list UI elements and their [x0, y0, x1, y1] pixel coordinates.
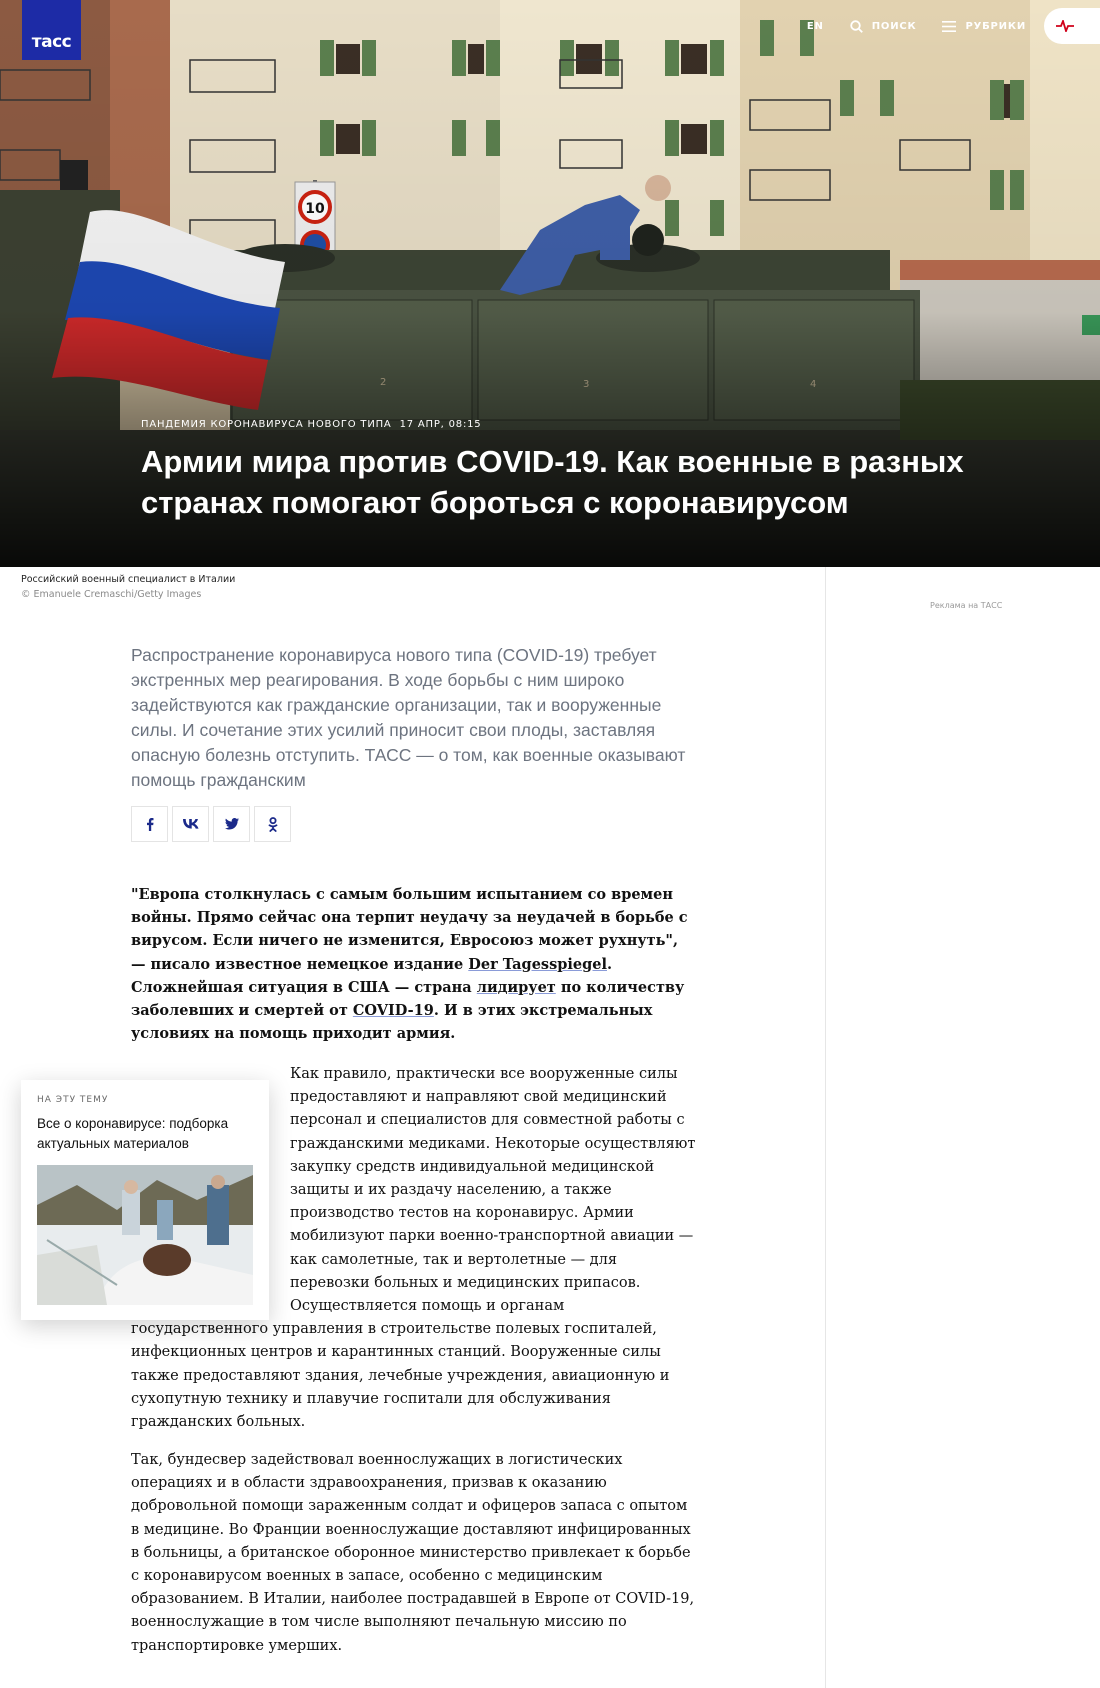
caption-text: Российский военный специалист в Италии: [21, 574, 236, 585]
related-photo: [37, 1165, 253, 1305]
link-usa-leads[interactable]: лидирует: [476, 978, 556, 996]
category-link[interactable]: ПАНДЕМИЯ КОРОНАВИРУСА НОВОГО ТИПА: [141, 419, 392, 430]
language-switch[interactable]: [807, 21, 824, 32]
rubrics-label: РУБРИКИ: [965, 20, 1026, 32]
related-thumbnail[interactable]: [37, 1165, 253, 1305]
link-covid-19[interactable]: COVID-19: [352, 1002, 434, 1020]
pulse-icon: [1056, 20, 1074, 32]
paragraph-1-part-b: . Сложнейшая ситуация в США — страна: [131, 955, 613, 996]
caption-credit: © Emanuele Cremaschi/Getty Images: [21, 589, 202, 600]
tass-logo[interactable]: [22, 0, 81, 60]
search-icon: [850, 20, 863, 33]
hero-image: [0, 0, 1100, 567]
share-twitter-button[interactable]: [213, 806, 250, 842]
article-paragraph-3: Так, бундесвер задействовал военнослужащих в логистических операциях и в области здравоохранения, призвав к оказанию добровольной помощи зараженным солдат и офицеров запаса с опытом в медицине. Во Франции военнослужащие доставляют инфицированных в больницы, а британское оборонное министерство привлекает к борьбе с коронавирусом военных в запасе, особенно с медицинским образованием. В Италии, наиболее пострадавшей в Европе от COVID-19, военнослужащие в том числе выполняют печальную миссию по транспортировке умерших.: [131, 1452, 695, 1654]
odnoklassniki-icon: [268, 817, 278, 832]
share-buttons: [131, 806, 295, 842]
related-title[interactable]: Все о коронавирусе: подборка актуальных материалов: [37, 1116, 229, 1151]
menu-icon: [942, 21, 956, 32]
vk-icon: [183, 819, 199, 829]
photo-caption: [21, 574, 235, 600]
paragraph-1-part-a: "Европа столкнулась с самым большим испытанием со времен войны. Прямо сейчас она терпит неудачу за неудачей в борьбе с вирусом. Если ничего не изменится, Евросоюз может рухнуть", — писало известное немецкое издание: [131, 886, 688, 973]
link-der-tagesspiegel[interactable]: Der Tagesspiegel: [468, 955, 607, 973]
share-odnoklassniki-button[interactable]: [254, 806, 291, 842]
rubrics-button[interactable]: [942, 21, 1026, 32]
article-title-rest: Как военные в разных странах помогают бороться с коронавирусом: [141, 444, 964, 520]
top-navigation: [781, 0, 1100, 52]
article-title-bold: Армии мира против COVID-19.: [141, 444, 608, 479]
search-button[interactable]: [850, 20, 917, 33]
paragraph-1-part-c: по количеству заболевших и смертей от: [131, 978, 685, 1020]
twitter-icon: [225, 818, 239, 830]
paragraph-1-part-d: . И в этих экстремальных условиях на помощь приходит армия.: [131, 1002, 653, 1043]
article-meta: [141, 419, 481, 430]
publish-date: 17 АПР, 08:15: [399, 419, 482, 430]
share-facebook-button[interactable]: [131, 806, 168, 842]
article-lead: Распространение коронавируса нового типа (COVID-19) требует экстренных мер реагирования. В ходе борьбы с ним широко задействуются как гражданские организации, так и вооруженные силы. И сочетание этих усилий приносит свои плоды, заставляя опасную болезнь отступить. ТАСС — о том, как военные оказывают помощь гражданским: [131, 645, 686, 790]
related-article-card[interactable]: [21, 1080, 269, 1320]
article-title: [141, 441, 991, 523]
logo-text: тасс: [31, 32, 72, 52]
search-label: ПОИСК: [871, 20, 917, 32]
language-label: EN: [806, 20, 824, 32]
related-tag: НА ЭТУ ТЕМУ: [37, 1095, 109, 1105]
facebook-icon: [146, 818, 154, 831]
article-paragraph-1: [131, 883, 696, 1045]
ad-label[interactable]: Реклама на ТАСС: [930, 601, 1003, 610]
right-rail-divider: [825, 567, 826, 1688]
news-feed-button[interactable]: [1044, 8, 1100, 44]
share-vk-button[interactable]: [172, 806, 209, 842]
paragraph-2-text: Как правило, практически все вооруженные силы предоставляют и направляют свой медицинский персонал и специалистов для совместной работы с гражданскими медиками. Некоторые осуществляют закупку средств индивидуальной медицинской защиты и их раздачу населению, а также производство тестов на коронавирус. Армии мобилизуют парки военно-транспортной авиации — как самолетные, так и вертолетные — для перевозки больных и медицинских припасов. Осуществляется помощь и органам государственного управления в строительстве полевых госпиталей, инфекционных центров и карантинных станций. Вооруженные силы также предоставляют здания, лечебные учреждения, авиационную и сухопутную технику и плавучие госпитали для обслуживания гражданских больных.: [131, 1066, 696, 1431]
